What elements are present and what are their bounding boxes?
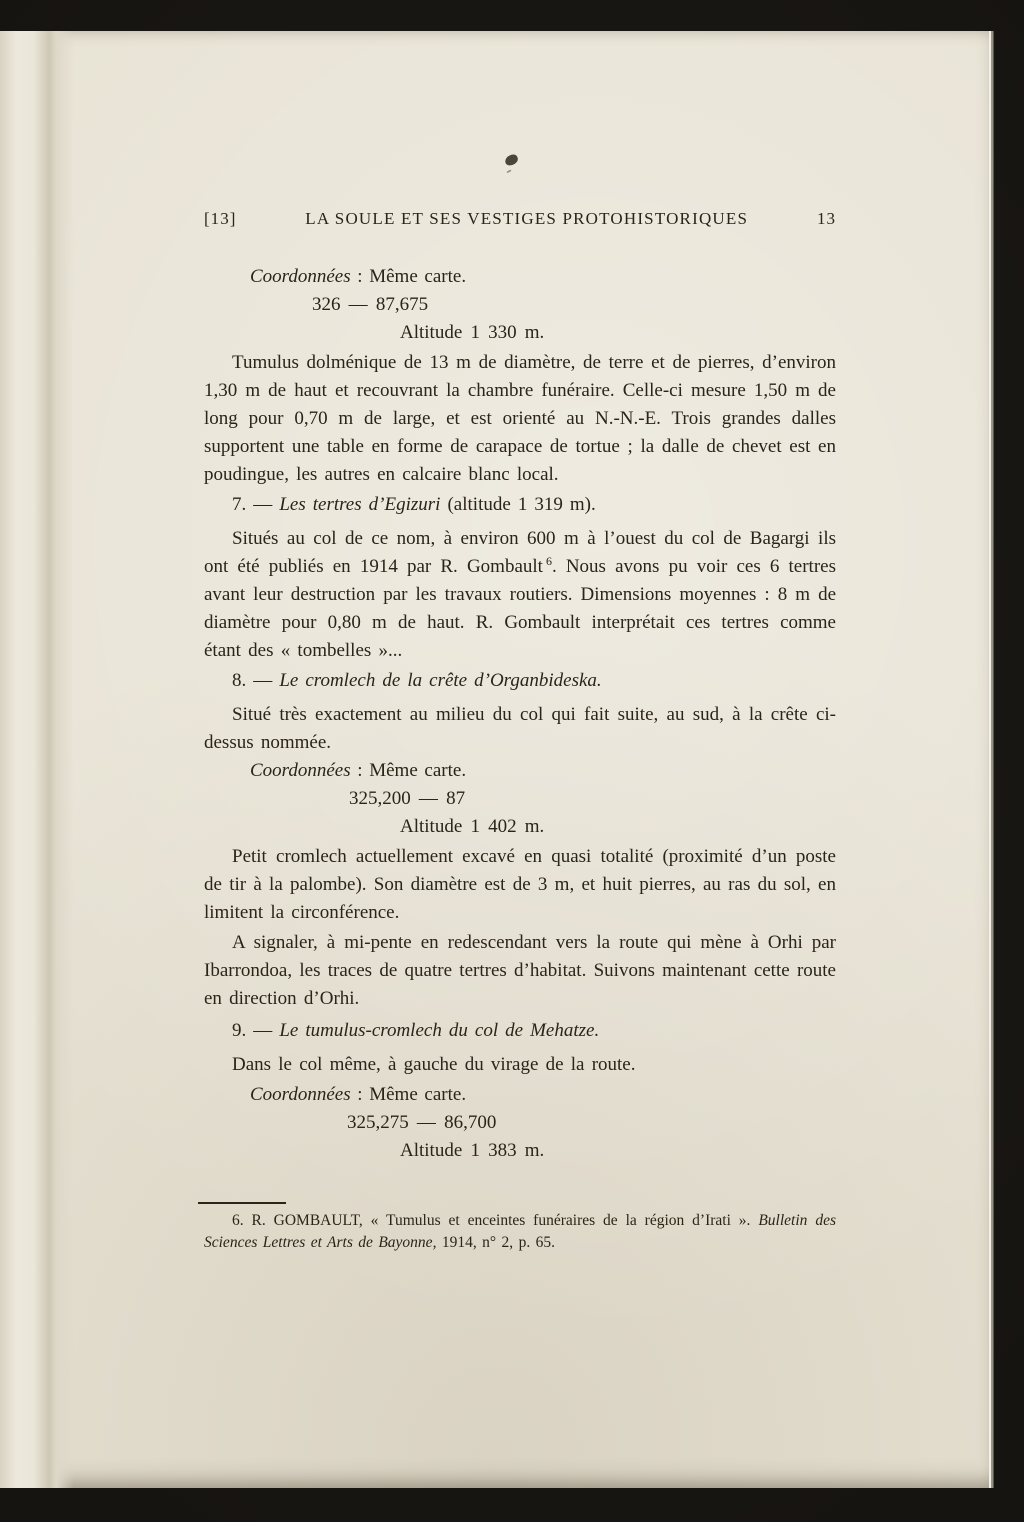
footnote-text: [204, 1210, 836, 1254]
page-gutter-fold: [0, 31, 74, 1488]
heading-number: 8.: [232, 670, 247, 691]
paragraph-text: Situés au col de ce nom, à environ 600 m à l’ouest du col de Bagargi ils ont été publiés en 1914 par R. Gombault: [204, 528, 836, 577]
paragraph-tumulus-dolmenique: Tumulus dolménique de 13 m de diamètre, de terre et de pierres, d’environ 1,30 m de haut et recouvrant la chambre funéraire. Celle-ci mesure 1,50 m de long pour 0,70 m de large, et est orienté au N.-N.-E. Trois grandes dalles supportent une table en forme de carapace de tortue ; la dalle de chevet est en poudingue, les autres en calcaire blanc local.: [204, 352, 836, 485]
coordinates-separator: :: [350, 760, 370, 781]
altitude-line: Altitude 1 383 m.: [400, 1140, 545, 1161]
text-column: [204, 209, 836, 1254]
section-heading-9: [204, 1017, 836, 1045]
ink-speck: [504, 153, 519, 167]
heading-dash: —: [253, 670, 273, 691]
coordinates-block-2: [204, 757, 836, 841]
coordinates-label: Coordonnées: [250, 1084, 351, 1105]
heading-number: 7.: [232, 494, 247, 515]
heading-number: 9.: [232, 1020, 247, 1041]
paragraph-text: . Nous avons pu voir ces 6 tertres avant leur destruction par les travaux routiers. Dimensions moyennes : 8 m de diamètre pour 0,80 m de haut. R. Gombault interprétait ces tertres comme étant des « tombelles »...: [204, 556, 836, 661]
coordinates-value: Même carte.: [369, 760, 467, 781]
footnote-journal-title: Bulletin des Sciences Lettres et Arts de Bayonne,: [204, 1212, 836, 1251]
coordinates-separator: :: [350, 1084, 370, 1105]
heading-altitude: (altitude 1 319 m).: [447, 494, 596, 515]
coordinates-label-line: [204, 757, 836, 785]
paragraph-tertres-egizuri: [204, 525, 836, 665]
heading-title: Le tumulus-cromlech du col de Mehatze.: [279, 1020, 600, 1041]
paragraph-a-signaler: A signaler, à mi-pente en redescendant vers la route qui mène à Orhi par Ibarrondoa, les traces de quatre tertres d’habitat. Suivons maintenant cette route en direction d’Orhi.: [204, 932, 836, 1009]
coordinates-value: Même carte.: [369, 266, 467, 287]
coordinate-line: 325,200 — 87: [349, 788, 466, 809]
coordinates-label-line: [204, 1081, 836, 1109]
heading-title: Les tertres d’Egizuri: [279, 494, 441, 515]
coordinate-line: 325,275 — 86,700: [347, 1112, 497, 1133]
section-heading-7: [204, 491, 836, 519]
paragraph-petit-cromlech: Petit cromlech actuellement excavé en quasi totalité (proximité d’un poste de tir à la palombe). Son diamètre est de 3 m, et huit pierres, au ras du sol, en limitent la circonférence.: [204, 846, 836, 923]
folio-bracket-number: [13]: [204, 209, 237, 228]
running-header: [204, 209, 836, 229]
page-number: 13: [816, 209, 836, 228]
paragraph-situe-col: Situé très exactement au milieu du col qui fait suite, au sud, à la crête ci-dessus nommée.: [204, 704, 836, 753]
altitude-line: Altitude 1 402 m.: [400, 816, 545, 837]
coordinates-block-3: [204, 1081, 836, 1165]
coordinates-label: Coordonnées: [250, 266, 351, 287]
section-heading-8: [204, 667, 836, 695]
altitude-line: Altitude 1 330 m.: [400, 322, 545, 343]
page-right-edge: [989, 31, 994, 1488]
coordinate-line: 326 — 87,675: [312, 294, 429, 315]
coordinates-label: Coordonnées: [250, 760, 351, 781]
running-title: LA SOULE ET SES VESTIGES PROTOHISTORIQUES: [305, 209, 749, 228]
heading-dash: —: [253, 1020, 273, 1041]
coordinates-separator: :: [350, 266, 370, 287]
footnote-citation: 6. R. GOMBAULT, « Tumulus et enceintes funéraires de la région d’Irati ».: [232, 1212, 759, 1229]
heading-title: Le cromlech de la crête d’Organbideska.: [279, 670, 602, 691]
footnote-citation-tail: 1914, n° 2, p. 65.: [436, 1234, 556, 1251]
heading-dash: —: [253, 494, 273, 515]
footnote-rule: [198, 1202, 286, 1204]
coordinates-block-1: [204, 263, 836, 347]
coordinates-value: Même carte.: [369, 1084, 467, 1105]
paragraph-dans-le-col: Dans le col même, à gauche du virage de la route.: [232, 1054, 636, 1075]
coordinates-label-line: [204, 263, 836, 291]
footnote-reference-mark: 6: [545, 554, 552, 568]
